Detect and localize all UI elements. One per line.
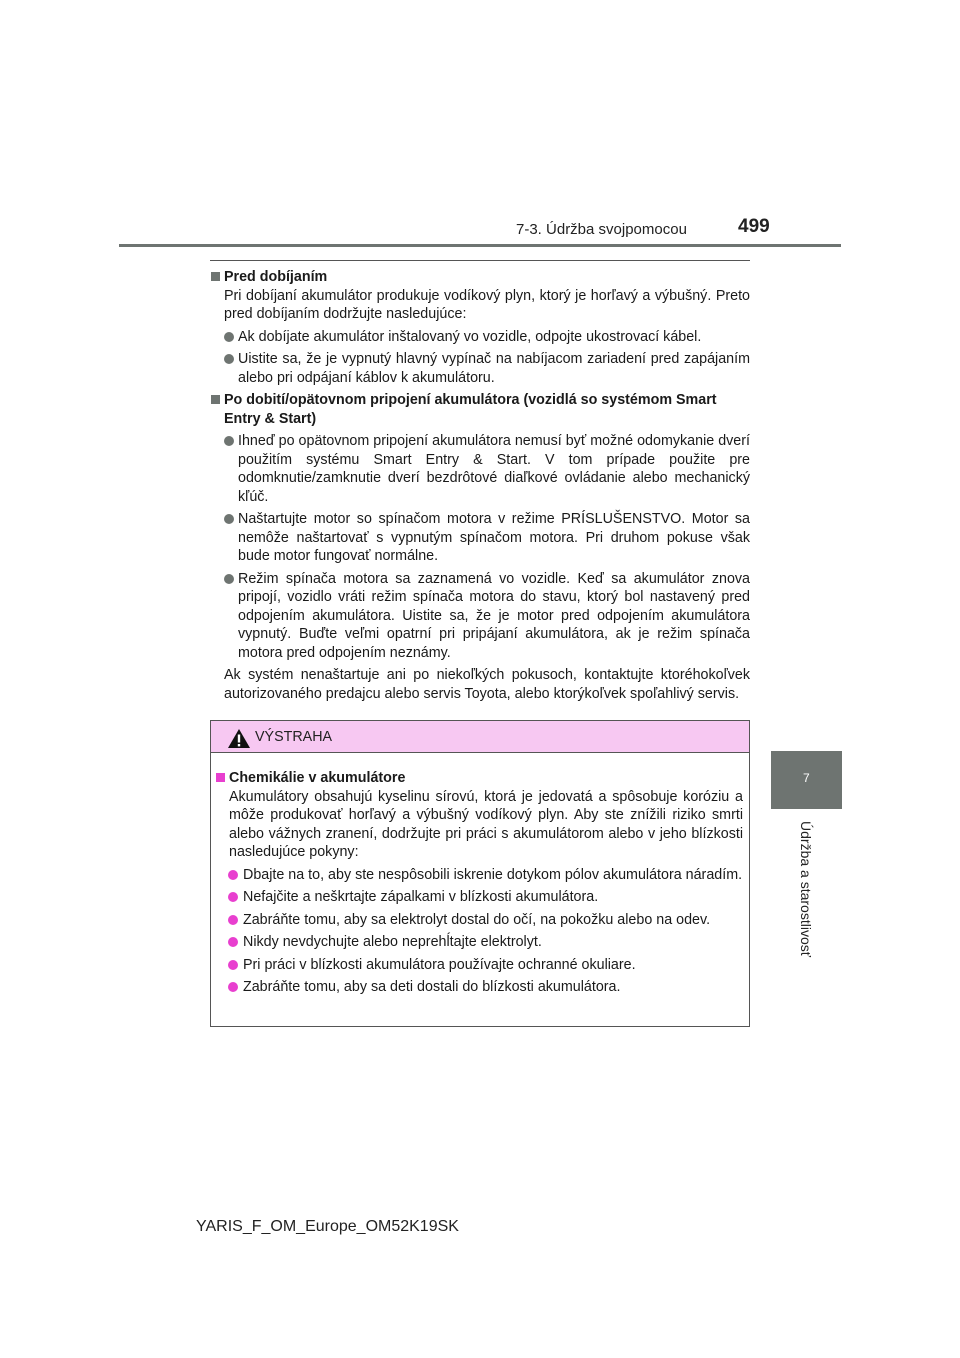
section-intro: Pri dobíjaní akumulátor produkuje vodíkový plyn, ktorý je horľavý a výbušný. Preto pred dobíjaním dodržujte nasledujúce: — [224, 287, 750, 322]
chapter-tab-number: 7 — [803, 771, 810, 785]
content-top-rule — [210, 260, 750, 261]
list-item: Pri práci v blízkosti akumulátora používajte ochranné okuliare. — [211, 956, 743, 975]
list-item: Režim spínača motora sa zaznamená vo vozidle. Keď sa akumulátor znova pripojí, vozidlo vráti režim spínača motora do stavu, ktorý bol nastavený pred odpojením akumulátora. Uistite sa, že je motor pred odpojením akumulátora vypnutý. Buďte veľmi opatrní pri pripájaní akumulátora, ak je režim spínača motora pred odpojením neznámy. — [210, 570, 750, 663]
bullet-dot-icon — [228, 870, 238, 880]
section-heading: Po dobití/opätovnom pripojení akumulátora (vozidlá so systémom Smart Entry & Start) — [210, 391, 750, 428]
section-heading: Pred dobíjaním — [210, 268, 750, 287]
warning-intro: Akumulátory obsahujú kyselinu sírovú, ktorá je jedovatá a spôsobuje koróziu a môže produkovať horľavý a výbušný vodíkový plyn. Aby ste znížili riziko smrti alebo vážnych zranení, dodržujte pri práci s akumulátorom alebo v jeho blízkosti nasledujúce pokyny: — [229, 788, 743, 860]
list-item: Dbajte na to, aby ste nespôsobili iskrenie dotykom pólov akumulátora náradím. — [211, 866, 743, 885]
bullet-dot-icon — [224, 574, 234, 584]
list-item: Uistite sa, že je vypnutý hlavný vypínač na nabíjacom zariadení pred zapájaním alebo pri odpájaní káblov k akumulátoru. — [210, 350, 750, 387]
page-number: 499 — [738, 216, 770, 237]
header-rule — [119, 244, 841, 247]
list-item: Ihneď po opätovnom pripojení akumulátora nemusí byť možné odomykanie dverí použitím systému Smart Entry & Start. V tom prípade použite pre odomknutie/zamknutie dverí bezdrôtové diaľkové ovládanie alebo mechanický kľúč. — [210, 432, 750, 506]
list-item: Ak dobíjate akumulátor inštalovaný vo vozidle, odpojte ukostrovací kábel. — [210, 328, 750, 347]
list-item: Nefajčite a neškrtajte zápalkami v blízkosti akumulátora. — [211, 888, 743, 907]
bullet-dot-icon — [228, 982, 238, 992]
chapter-tab-label: Údržba a starostlivosť — [798, 821, 814, 957]
bullet-dot-icon — [228, 915, 238, 925]
bullet-dot-icon — [224, 354, 234, 364]
page-footer: YARIS_F_OM_Europe_OM52K19SK — [196, 1218, 459, 1235]
bullet-dot-icon — [224, 436, 234, 446]
chapter-tab[interactable] — [771, 751, 842, 809]
section-before-charging — [210, 268, 750, 387]
section-after-charging — [210, 391, 750, 703]
section-closing: Ak systém nenaštartuje ani po niekoľkých pokusoch, kontaktujte ktoréhokoľvek autorizovaného predajcu alebo servis Toyota, alebo ktorýkoľvek spoľahlivý servis. — [224, 667, 750, 702]
bullet-dot-icon — [228, 960, 238, 970]
warning-heading: Chemikálie v akumulátore — [211, 769, 743, 788]
warning-box — [210, 720, 750, 1027]
main-content — [210, 266, 750, 703]
bullet-dot-icon — [224, 332, 234, 342]
bullet-dot-icon — [228, 892, 238, 902]
list-item: Naštartujte motor so spínačom motora v režime PRÍSLUŠENSTVO. Motor sa nemôže naštartovať s vypnutým spínačom motora. Pri druhom pokuse však bude motor fungovať normálne. — [210, 510, 750, 566]
warning-title: VÝSTRAHA — [255, 729, 333, 745]
bullet-dot-icon — [224, 514, 234, 524]
list-item: Zabráňte tomu, aby sa elektrolyt dostal do očí, na pokožku alebo na odev. — [211, 911, 743, 930]
bullet-dot-icon — [228, 937, 238, 947]
list-item: Nikdy nevdychujte alebo neprehĺtajte elektrolyt. — [211, 933, 743, 952]
warning-header — [211, 721, 749, 753]
warning-body — [211, 753, 749, 997]
warning-triangle-icon — [228, 729, 250, 748]
list-item: Zabráňte tomu, aby sa deti dostali do blízkosti akumulátora. — [211, 978, 743, 997]
page-header-section: 7-3. Údržba svojpomocou — [516, 221, 687, 238]
